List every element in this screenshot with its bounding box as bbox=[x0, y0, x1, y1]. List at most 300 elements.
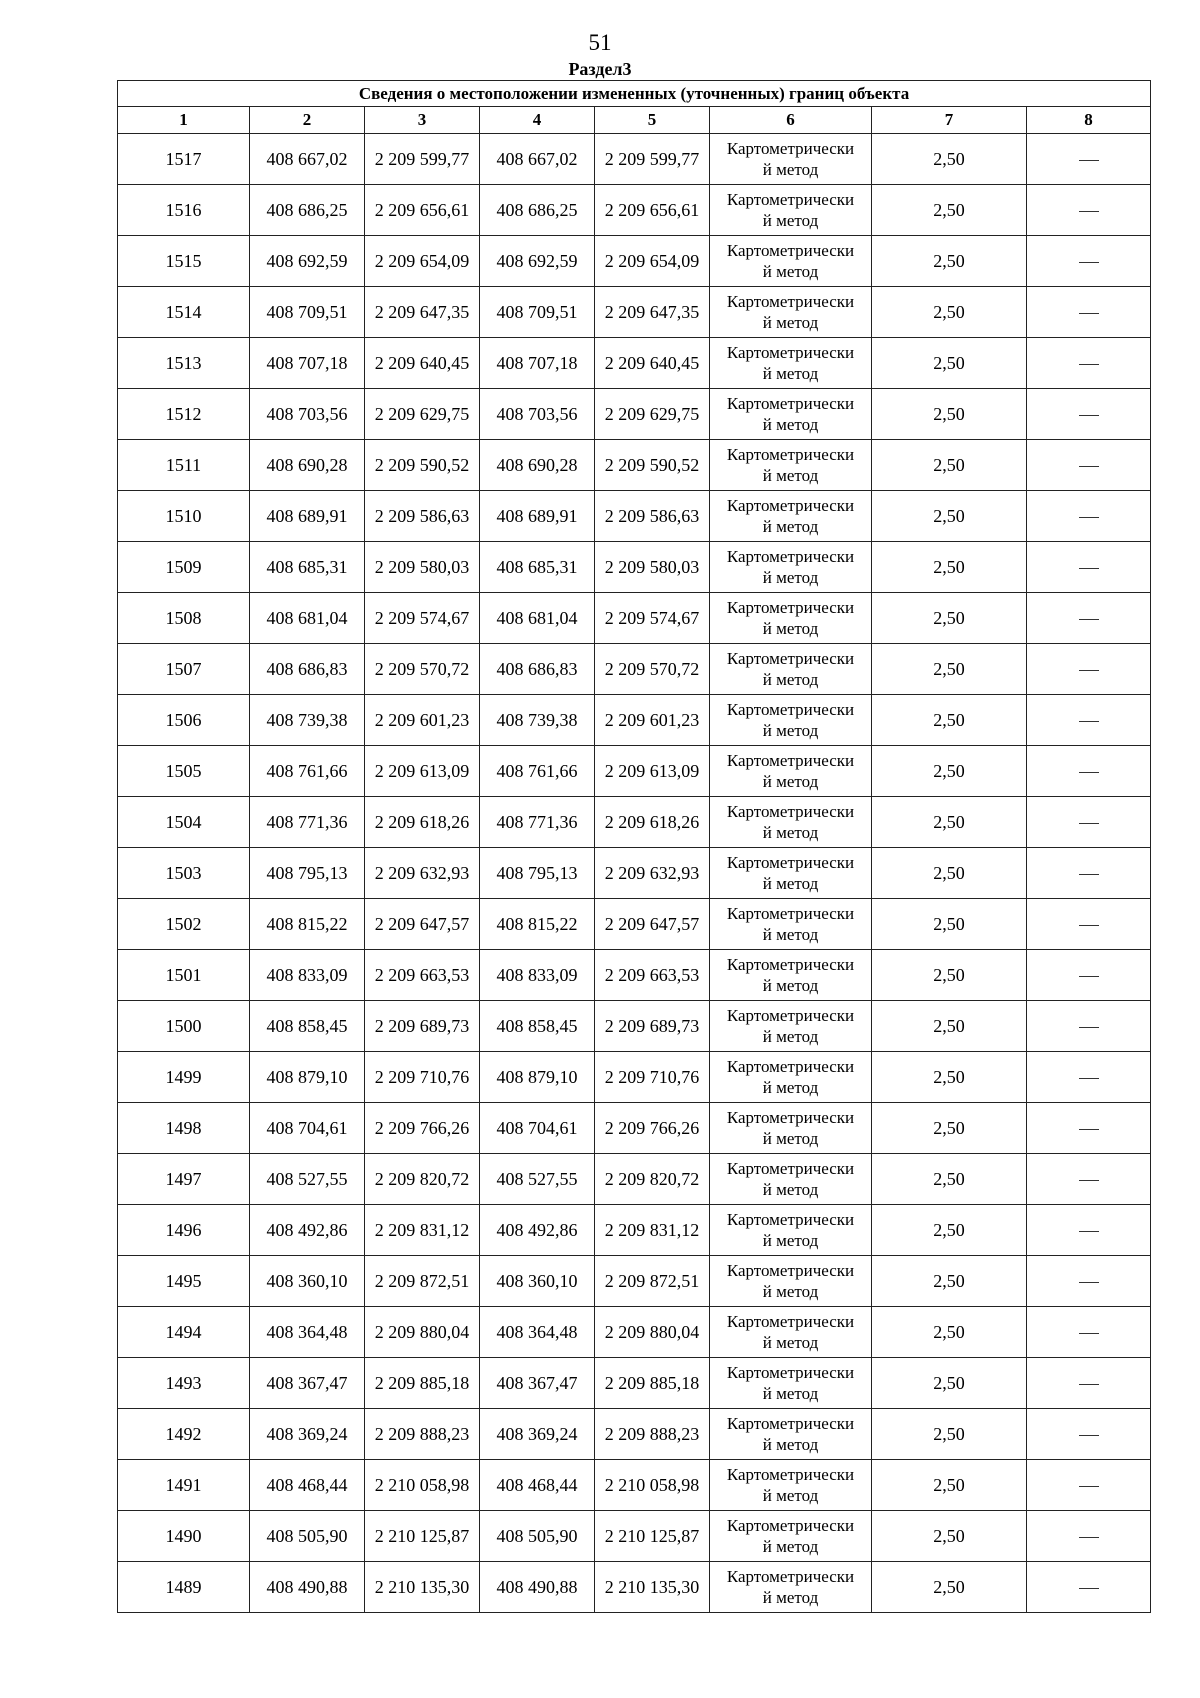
point-number-cell: 1507 bbox=[118, 644, 250, 695]
table-row bbox=[118, 899, 1151, 950]
method-text-line: Картометрически bbox=[726, 1516, 855, 1535]
method-text-line: Картометрически bbox=[726, 241, 855, 260]
point-number-cell: 1514 bbox=[118, 287, 250, 338]
y-coordinate-cell: 2 209 888,23 bbox=[595, 1409, 710, 1460]
table-row bbox=[118, 1307, 1151, 1358]
x-coordinate-cell: 408 690,28 bbox=[250, 440, 365, 491]
description-cell bbox=[1027, 1001, 1151, 1052]
accuracy-cell: 2,50 bbox=[872, 1511, 1027, 1562]
point-number-cell: 1504 bbox=[118, 797, 250, 848]
description-cell bbox=[1027, 899, 1151, 950]
point-number-cell: 1510 bbox=[118, 491, 250, 542]
method-cell bbox=[710, 1307, 872, 1358]
x-coordinate-cell: 408 692,59 bbox=[250, 236, 365, 287]
method-text-line: й метод bbox=[762, 1027, 819, 1046]
y-coordinate-cell: 2 209 885,18 bbox=[595, 1358, 710, 1409]
method-text-line: й метод bbox=[762, 1078, 819, 1097]
method-text-line: й метод bbox=[762, 1282, 819, 1301]
method-text-line: й метод bbox=[762, 1333, 819, 1352]
dash-mark bbox=[1079, 313, 1099, 314]
method-text-line: й метод bbox=[762, 976, 819, 995]
method-cell bbox=[710, 1460, 872, 1511]
accuracy-cell: 2,50 bbox=[872, 1205, 1027, 1256]
y-coordinate-cell: 2 209 872,51 bbox=[595, 1256, 710, 1307]
method-cell bbox=[710, 440, 872, 491]
method-text-line: Картометрически bbox=[726, 802, 855, 821]
accuracy-cell: 2,50 bbox=[872, 1001, 1027, 1052]
method-text-line: Картометрически bbox=[726, 1567, 855, 1586]
x-coordinate-cell: 408 367,47 bbox=[250, 1358, 365, 1409]
x-coordinate-cell: 408 686,83 bbox=[480, 644, 595, 695]
y-coordinate-cell: 2 209 710,76 bbox=[365, 1052, 480, 1103]
x-coordinate-cell: 408 690,28 bbox=[480, 440, 595, 491]
method-text-line: Картометрически bbox=[726, 1159, 855, 1178]
method-text-line: Картометрически bbox=[726, 139, 855, 158]
dash-mark bbox=[1079, 1027, 1099, 1028]
x-coordinate-cell: 408 686,25 bbox=[480, 185, 595, 236]
method-cell bbox=[710, 1409, 872, 1460]
point-number-cell: 1516 bbox=[118, 185, 250, 236]
point-number-cell: 1495 bbox=[118, 1256, 250, 1307]
y-coordinate-cell: 2 209 689,73 bbox=[365, 1001, 480, 1052]
x-coordinate-cell: 408 369,24 bbox=[250, 1409, 365, 1460]
dash-mark bbox=[1079, 1078, 1099, 1079]
table-row bbox=[118, 1001, 1151, 1052]
dash-mark bbox=[1079, 1435, 1099, 1436]
method-text-line: Картометрически bbox=[726, 598, 855, 617]
method-text-line: й метод bbox=[762, 772, 819, 791]
accuracy-cell: 2,50 bbox=[872, 1256, 1027, 1307]
method-cell bbox=[710, 287, 872, 338]
x-coordinate-cell: 408 761,66 bbox=[250, 746, 365, 797]
point-number-cell: 1517 bbox=[118, 134, 250, 185]
method-text-line: Картометрически bbox=[726, 1006, 855, 1025]
dash-mark bbox=[1079, 211, 1099, 212]
description-cell bbox=[1027, 644, 1151, 695]
y-coordinate-cell: 2 209 663,53 bbox=[595, 950, 710, 1001]
table-body bbox=[118, 134, 1151, 1613]
boundary-coordinates-table bbox=[117, 80, 1151, 1613]
accuracy-cell: 2,50 bbox=[872, 899, 1027, 950]
y-coordinate-cell: 2 209 601,23 bbox=[595, 695, 710, 746]
y-coordinate-cell: 2 209 647,57 bbox=[595, 899, 710, 950]
point-number-cell: 1501 bbox=[118, 950, 250, 1001]
accuracy-cell: 2,50 bbox=[872, 1460, 1027, 1511]
table-caption: Сведения о местоположении измененных (уточненных) границ объекта bbox=[118, 81, 1151, 107]
x-coordinate-cell: 408 707,18 bbox=[480, 338, 595, 389]
dash-mark bbox=[1079, 1486, 1099, 1487]
x-coordinate-cell: 408 686,83 bbox=[250, 644, 365, 695]
method-text-line: Картометрически bbox=[726, 343, 855, 362]
table-row bbox=[118, 491, 1151, 542]
description-cell bbox=[1027, 950, 1151, 1001]
description-cell bbox=[1027, 287, 1151, 338]
table-row bbox=[118, 236, 1151, 287]
point-number-cell: 1498 bbox=[118, 1103, 250, 1154]
y-coordinate-cell: 2 209 629,75 bbox=[595, 389, 710, 440]
accuracy-cell: 2,50 bbox=[872, 593, 1027, 644]
method-cell bbox=[710, 644, 872, 695]
accuracy-cell: 2,50 bbox=[872, 236, 1027, 287]
description-cell bbox=[1027, 593, 1151, 644]
x-coordinate-cell: 408 505,90 bbox=[480, 1511, 595, 1562]
y-coordinate-cell: 2 209 599,77 bbox=[595, 134, 710, 185]
accuracy-cell: 2,50 bbox=[872, 1052, 1027, 1103]
dash-mark bbox=[1079, 1231, 1099, 1232]
dash-mark bbox=[1079, 1384, 1099, 1385]
table-row bbox=[118, 848, 1151, 899]
y-coordinate-cell: 2 209 656,61 bbox=[595, 185, 710, 236]
point-number-cell: 1489 bbox=[118, 1562, 250, 1613]
table-row bbox=[118, 287, 1151, 338]
y-coordinate-cell: 2 209 640,45 bbox=[365, 338, 480, 389]
x-coordinate-cell: 408 771,36 bbox=[250, 797, 365, 848]
point-number-cell: 1508 bbox=[118, 593, 250, 644]
description-cell bbox=[1027, 848, 1151, 899]
y-coordinate-cell: 2 210 058,98 bbox=[365, 1460, 480, 1511]
method-cell bbox=[710, 1205, 872, 1256]
y-coordinate-cell: 2 209 820,72 bbox=[595, 1154, 710, 1205]
x-coordinate-cell: 408 709,51 bbox=[480, 287, 595, 338]
y-coordinate-cell: 2 209 632,93 bbox=[595, 848, 710, 899]
accuracy-cell: 2,50 bbox=[872, 542, 1027, 593]
y-coordinate-cell: 2 209 831,12 bbox=[595, 1205, 710, 1256]
method-text-line: Картометрически bbox=[726, 190, 855, 209]
dash-mark bbox=[1079, 160, 1099, 161]
table-row bbox=[118, 1409, 1151, 1460]
accuracy-cell: 2,50 bbox=[872, 134, 1027, 185]
dash-mark bbox=[1079, 568, 1099, 569]
point-number-cell: 1511 bbox=[118, 440, 250, 491]
x-coordinate-cell: 408 505,90 bbox=[250, 1511, 365, 1562]
y-coordinate-cell: 2 209 570,72 bbox=[365, 644, 480, 695]
method-text-line: Картометрически bbox=[726, 904, 855, 923]
x-coordinate-cell: 408 681,04 bbox=[480, 593, 595, 644]
method-text-line: Картометрически bbox=[726, 1414, 855, 1433]
x-coordinate-cell: 408 468,44 bbox=[480, 1460, 595, 1511]
method-cell bbox=[710, 593, 872, 644]
description-cell bbox=[1027, 491, 1151, 542]
table-row bbox=[118, 950, 1151, 1001]
y-coordinate-cell: 2 209 574,67 bbox=[365, 593, 480, 644]
x-coordinate-cell: 408 360,10 bbox=[250, 1256, 365, 1307]
y-coordinate-cell: 2 209 570,72 bbox=[595, 644, 710, 695]
x-coordinate-cell: 408 360,10 bbox=[480, 1256, 595, 1307]
y-coordinate-cell: 2 209 613,09 bbox=[595, 746, 710, 797]
description-cell bbox=[1027, 1358, 1151, 1409]
accuracy-cell: 2,50 bbox=[872, 746, 1027, 797]
y-coordinate-cell: 2 209 629,75 bbox=[365, 389, 480, 440]
point-number-cell: 1506 bbox=[118, 695, 250, 746]
accuracy-cell: 2,50 bbox=[872, 1562, 1027, 1613]
method-cell bbox=[710, 1256, 872, 1307]
table-row bbox=[118, 644, 1151, 695]
y-coordinate-cell: 2 209 632,93 bbox=[365, 848, 480, 899]
y-coordinate-cell: 2 209 654,09 bbox=[365, 236, 480, 287]
x-coordinate-cell: 408 692,59 bbox=[480, 236, 595, 287]
dash-mark bbox=[1079, 262, 1099, 263]
dash-mark bbox=[1079, 619, 1099, 620]
dash-mark bbox=[1079, 1129, 1099, 1130]
method-text-line: й метод bbox=[762, 823, 819, 842]
method-text-line: й метод bbox=[762, 619, 819, 638]
x-coordinate-cell: 408 703,56 bbox=[480, 389, 595, 440]
dash-mark bbox=[1079, 415, 1099, 416]
method-text-line: й метод bbox=[762, 1486, 819, 1505]
table-row bbox=[118, 593, 1151, 644]
method-text-line: Картометрически bbox=[726, 1465, 855, 1484]
x-coordinate-cell: 408 364,48 bbox=[250, 1307, 365, 1358]
description-cell bbox=[1027, 1205, 1151, 1256]
table-row bbox=[118, 185, 1151, 236]
y-coordinate-cell: 2 209 872,51 bbox=[365, 1256, 480, 1307]
x-coordinate-cell: 408 833,09 bbox=[480, 950, 595, 1001]
y-coordinate-cell: 2 209 820,72 bbox=[365, 1154, 480, 1205]
description-cell bbox=[1027, 695, 1151, 746]
method-text-line: Картометрически bbox=[726, 1210, 855, 1229]
y-coordinate-cell: 2 209 880,04 bbox=[365, 1307, 480, 1358]
point-number-cell: 1502 bbox=[118, 899, 250, 950]
accuracy-cell: 2,50 bbox=[872, 848, 1027, 899]
method-text-line: й метод bbox=[762, 568, 819, 587]
page-number: 51 bbox=[588, 30, 612, 55]
accuracy-cell: 2,50 bbox=[872, 1409, 1027, 1460]
method-cell bbox=[710, 1358, 872, 1409]
point-number-cell: 1496 bbox=[118, 1205, 250, 1256]
description-cell bbox=[1027, 338, 1151, 389]
column-number: 1 bbox=[118, 107, 250, 134]
table-row bbox=[118, 542, 1151, 593]
section-title: Раздел3 bbox=[568, 59, 632, 79]
method-text-line: й метод bbox=[762, 517, 819, 536]
accuracy-cell: 2,50 bbox=[872, 1307, 1027, 1358]
method-text-line: й метод bbox=[762, 313, 819, 332]
x-coordinate-cell: 408 879,10 bbox=[480, 1052, 595, 1103]
method-text-line: й метод bbox=[762, 1588, 819, 1607]
point-number-cell: 1499 bbox=[118, 1052, 250, 1103]
y-coordinate-cell: 2 210 135,30 bbox=[595, 1562, 710, 1613]
y-coordinate-cell: 2 209 766,26 bbox=[365, 1103, 480, 1154]
point-number-cell: 1494 bbox=[118, 1307, 250, 1358]
column-number: 8 bbox=[1027, 107, 1151, 134]
x-coordinate-cell: 408 815,22 bbox=[250, 899, 365, 950]
x-coordinate-cell: 408 858,45 bbox=[480, 1001, 595, 1052]
method-text-line: й метод bbox=[762, 874, 819, 893]
method-text-line: Картометрически bbox=[726, 1312, 855, 1331]
description-cell bbox=[1027, 1052, 1151, 1103]
method-cell bbox=[710, 797, 872, 848]
dash-mark bbox=[1079, 874, 1099, 875]
dash-mark bbox=[1079, 1537, 1099, 1538]
method-cell bbox=[710, 389, 872, 440]
y-coordinate-cell: 2 210 135,30 bbox=[365, 1562, 480, 1613]
method-text-line: Картометрически bbox=[726, 1261, 855, 1280]
x-coordinate-cell: 408 707,18 bbox=[250, 338, 365, 389]
table-row bbox=[118, 1562, 1151, 1613]
description-cell bbox=[1027, 134, 1151, 185]
x-coordinate-cell: 408 771,36 bbox=[480, 797, 595, 848]
method-text-line: Картометрически bbox=[726, 700, 855, 719]
y-coordinate-cell: 2 209 574,67 bbox=[595, 593, 710, 644]
y-coordinate-cell: 2 210 125,87 bbox=[595, 1511, 710, 1562]
table-row bbox=[118, 134, 1151, 185]
method-cell bbox=[710, 134, 872, 185]
method-cell bbox=[710, 1154, 872, 1205]
method-cell bbox=[710, 1052, 872, 1103]
method-text-line: Картометрически bbox=[726, 1057, 855, 1076]
method-cell bbox=[710, 491, 872, 542]
accuracy-cell: 2,50 bbox=[872, 491, 1027, 542]
dash-mark bbox=[1079, 670, 1099, 671]
method-text-line: й метод bbox=[762, 1129, 819, 1148]
y-coordinate-cell: 2 209 618,26 bbox=[365, 797, 480, 848]
y-coordinate-cell: 2 209 888,23 bbox=[365, 1409, 480, 1460]
y-coordinate-cell: 2 209 601,23 bbox=[365, 695, 480, 746]
dash-mark bbox=[1079, 466, 1099, 467]
y-coordinate-cell: 2 209 590,52 bbox=[365, 440, 480, 491]
y-coordinate-cell: 2 209 640,45 bbox=[595, 338, 710, 389]
x-coordinate-cell: 408 761,66 bbox=[480, 746, 595, 797]
y-coordinate-cell: 2 210 058,98 bbox=[595, 1460, 710, 1511]
dash-mark bbox=[1079, 721, 1099, 722]
table-row bbox=[118, 1205, 1151, 1256]
x-coordinate-cell: 408 703,56 bbox=[250, 389, 365, 440]
description-cell bbox=[1027, 1409, 1151, 1460]
point-number-cell: 1497 bbox=[118, 1154, 250, 1205]
column-number-row bbox=[118, 107, 1151, 134]
dash-mark bbox=[1079, 823, 1099, 824]
table-row bbox=[118, 1511, 1151, 1562]
method-cell bbox=[710, 1103, 872, 1154]
method-cell bbox=[710, 1001, 872, 1052]
x-coordinate-cell: 408 858,45 bbox=[250, 1001, 365, 1052]
method-text-line: Картометрически bbox=[726, 394, 855, 413]
point-number-cell: 1491 bbox=[118, 1460, 250, 1511]
x-coordinate-cell: 408 795,13 bbox=[480, 848, 595, 899]
accuracy-cell: 2,50 bbox=[872, 440, 1027, 491]
accuracy-cell: 2,50 bbox=[872, 389, 1027, 440]
y-coordinate-cell: 2 209 586,63 bbox=[365, 491, 480, 542]
description-cell bbox=[1027, 185, 1151, 236]
method-text-line: й метод bbox=[762, 160, 819, 179]
x-coordinate-cell: 408 739,38 bbox=[480, 695, 595, 746]
y-coordinate-cell: 2 209 580,03 bbox=[365, 542, 480, 593]
x-coordinate-cell: 408 704,61 bbox=[250, 1103, 365, 1154]
x-coordinate-cell: 408 367,47 bbox=[480, 1358, 595, 1409]
accuracy-cell: 2,50 bbox=[872, 644, 1027, 695]
column-number: 6 bbox=[710, 107, 872, 134]
method-cell bbox=[710, 1511, 872, 1562]
point-number-cell: 1493 bbox=[118, 1358, 250, 1409]
description-cell bbox=[1027, 797, 1151, 848]
accuracy-cell: 2,50 bbox=[872, 1103, 1027, 1154]
method-cell bbox=[710, 695, 872, 746]
column-number: 2 bbox=[250, 107, 365, 134]
x-coordinate-cell: 408 879,10 bbox=[250, 1052, 365, 1103]
method-cell bbox=[710, 542, 872, 593]
description-cell bbox=[1027, 1256, 1151, 1307]
x-coordinate-cell: 408 667,02 bbox=[480, 134, 595, 185]
x-coordinate-cell: 408 681,04 bbox=[250, 593, 365, 644]
method-cell bbox=[710, 746, 872, 797]
point-number-cell: 1505 bbox=[118, 746, 250, 797]
table-row bbox=[118, 1103, 1151, 1154]
method-text-line: й метод bbox=[762, 1537, 819, 1556]
x-coordinate-cell: 408 667,02 bbox=[250, 134, 365, 185]
accuracy-cell: 2,50 bbox=[872, 1358, 1027, 1409]
x-coordinate-cell: 408 527,55 bbox=[480, 1154, 595, 1205]
dash-mark bbox=[1079, 1588, 1099, 1589]
method-cell bbox=[710, 1562, 872, 1613]
column-number: 5 bbox=[595, 107, 710, 134]
y-coordinate-cell: 2 209 618,26 bbox=[595, 797, 710, 848]
method-cell bbox=[710, 899, 872, 950]
accuracy-cell: 2,50 bbox=[872, 185, 1027, 236]
y-coordinate-cell: 2 209 580,03 bbox=[595, 542, 710, 593]
description-cell bbox=[1027, 1460, 1151, 1511]
table-row bbox=[118, 1358, 1151, 1409]
method-text-line: Картометрически bbox=[726, 751, 855, 770]
x-coordinate-cell: 408 468,44 bbox=[250, 1460, 365, 1511]
method-text-line: Картометрически bbox=[726, 496, 855, 515]
method-text-line: й метод bbox=[762, 925, 819, 944]
table-row bbox=[118, 1052, 1151, 1103]
method-text-line: й метод bbox=[762, 364, 819, 383]
description-cell bbox=[1027, 542, 1151, 593]
description-cell bbox=[1027, 746, 1151, 797]
accuracy-cell: 2,50 bbox=[872, 338, 1027, 389]
method-text-line: Картометрически bbox=[726, 1363, 855, 1382]
dash-mark bbox=[1079, 772, 1099, 773]
x-coordinate-cell: 408 739,38 bbox=[250, 695, 365, 746]
x-coordinate-cell: 408 795,13 bbox=[250, 848, 365, 899]
y-coordinate-cell: 2 209 590,52 bbox=[595, 440, 710, 491]
y-coordinate-cell: 2 210 125,87 bbox=[365, 1511, 480, 1562]
y-coordinate-cell: 2 209 599,77 bbox=[365, 134, 480, 185]
y-coordinate-cell: 2 209 831,12 bbox=[365, 1205, 480, 1256]
method-cell bbox=[710, 848, 872, 899]
x-coordinate-cell: 408 492,86 bbox=[480, 1205, 595, 1256]
description-cell bbox=[1027, 1511, 1151, 1562]
y-coordinate-cell: 2 209 880,04 bbox=[595, 1307, 710, 1358]
point-number-cell: 1509 bbox=[118, 542, 250, 593]
x-coordinate-cell: 408 685,31 bbox=[480, 542, 595, 593]
dash-mark bbox=[1079, 1180, 1099, 1181]
y-coordinate-cell: 2 209 613,09 bbox=[365, 746, 480, 797]
x-coordinate-cell: 408 709,51 bbox=[250, 287, 365, 338]
x-coordinate-cell: 408 364,48 bbox=[480, 1307, 595, 1358]
column-number: 7 bbox=[872, 107, 1027, 134]
x-coordinate-cell: 408 833,09 bbox=[250, 950, 365, 1001]
method-text-line: Картометрически bbox=[726, 1108, 855, 1127]
y-coordinate-cell: 2 209 654,09 bbox=[595, 236, 710, 287]
method-cell bbox=[710, 950, 872, 1001]
y-coordinate-cell: 2 209 656,61 bbox=[365, 185, 480, 236]
description-cell bbox=[1027, 1103, 1151, 1154]
column-number: 4 bbox=[480, 107, 595, 134]
table-row bbox=[118, 746, 1151, 797]
y-coordinate-cell: 2 209 647,35 bbox=[595, 287, 710, 338]
point-number-cell: 1492 bbox=[118, 1409, 250, 1460]
table-row bbox=[118, 1256, 1151, 1307]
method-cell bbox=[710, 338, 872, 389]
y-coordinate-cell: 2 209 647,57 bbox=[365, 899, 480, 950]
y-coordinate-cell: 2 209 766,26 bbox=[595, 1103, 710, 1154]
description-cell bbox=[1027, 440, 1151, 491]
dash-mark bbox=[1079, 1282, 1099, 1283]
x-coordinate-cell: 408 369,24 bbox=[480, 1409, 595, 1460]
point-number-cell: 1490 bbox=[118, 1511, 250, 1562]
